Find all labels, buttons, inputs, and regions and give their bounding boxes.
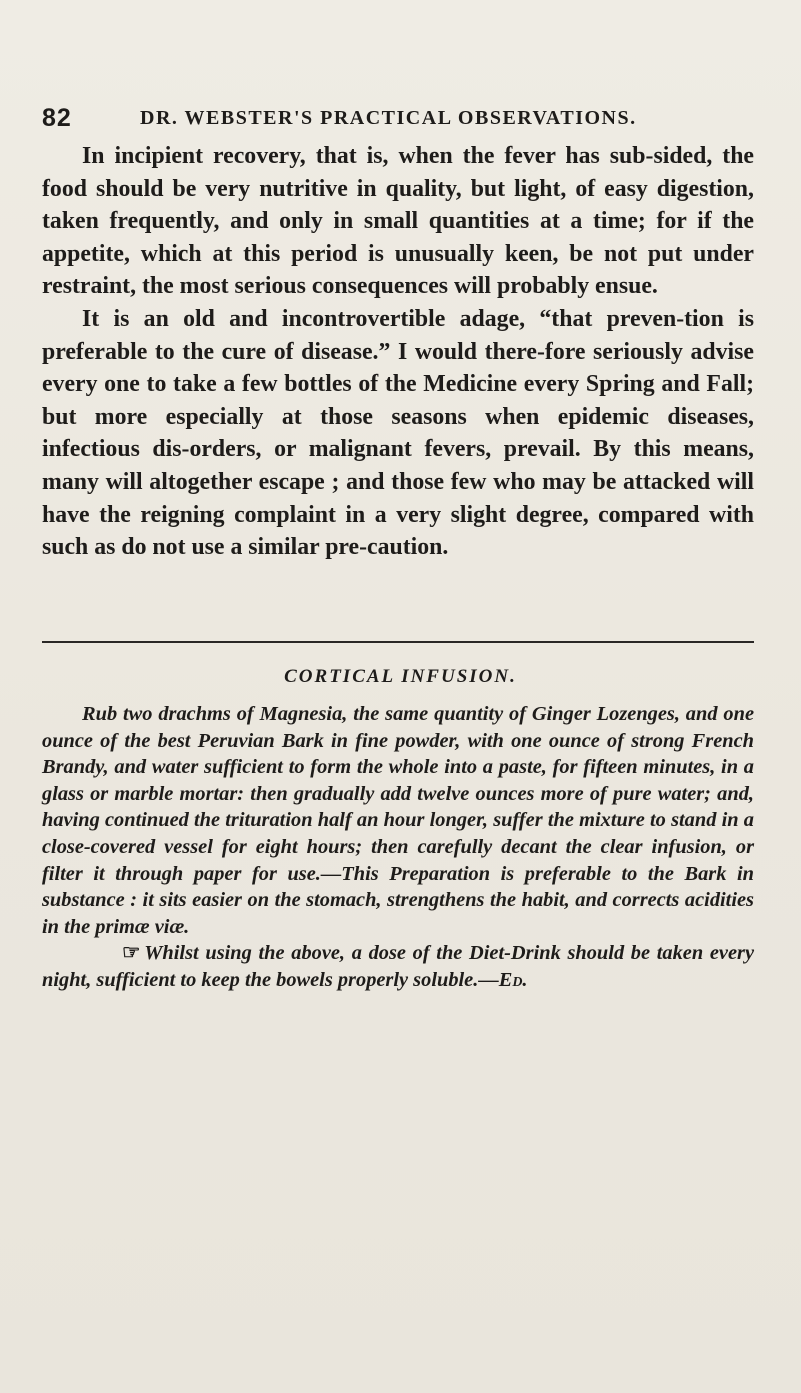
section-divider xyxy=(42,641,754,643)
editor-note-text: Whilst using the above, a dose of the Diet-Drink should be taken every night, sufficient to keep the bowels properly soluble.— xyxy=(42,942,754,991)
paragraph-adage: It is an old and incontrovertible adage, “that preven-tion is preferable to the cure of disease.” I would there-fore seriously advise every one to take a few bottles of the Medicine every Spring and Fall; but more especially at those seasons when epidemic diseases, infectious dis-orders, or malignant fevers, prevail. By this means, many will altogether escape ; and those few who may be attacked will have the reigning complaint in a very slight degree, compared with such as do not use a similar pre-caution. xyxy=(42,305,754,561)
recipe-paragraph: Rub two drachms of Magnesia, the same quantity of Ginger Lozenges, and one ounce of the best Peruvian Bark in fine powder, with one ounce of strong French Brandy, and water sufficient to form the whole into a paste, for fifteen minutes, in a glass or marble mortar: then gradually add twelve ounces more of pure water; and, having continued the trituration half an hour longer, suffer the mixture to stand in a close-covered vessel for eight hours; then carefully decant the clear infusion, or filter it through paper for use.—This Preparation is preferable to the Bark in substance : it sits easier on the stomach, strengthens the habit, and corrects acidities in the primæ viæ. xyxy=(42,703,754,938)
running-head xyxy=(42,104,762,134)
running-title: DR. WEBSTER'S PRACTICAL OBSERVATIONS. xyxy=(140,107,637,129)
editor-note xyxy=(42,940,754,993)
paragraph-recovery: In incipient recovery, that is, when the fever has sub-sided, the food should be very nutritive in quality, but light, of easy digestion, taken frequently, and only in small quantities at a time; for if the appetite, which at this period is unusually keen, be not put under restraint, the most serious consequences will probably ensue. xyxy=(42,143,754,300)
main-text xyxy=(42,140,754,564)
editor-signature: Ed. xyxy=(498,968,528,991)
pointing-hand-icon: ☞ xyxy=(122,942,141,965)
page-number: 82 xyxy=(42,104,72,132)
section-title: CORTICAL INFUSION. xyxy=(284,666,517,687)
recipe-text xyxy=(42,701,754,994)
